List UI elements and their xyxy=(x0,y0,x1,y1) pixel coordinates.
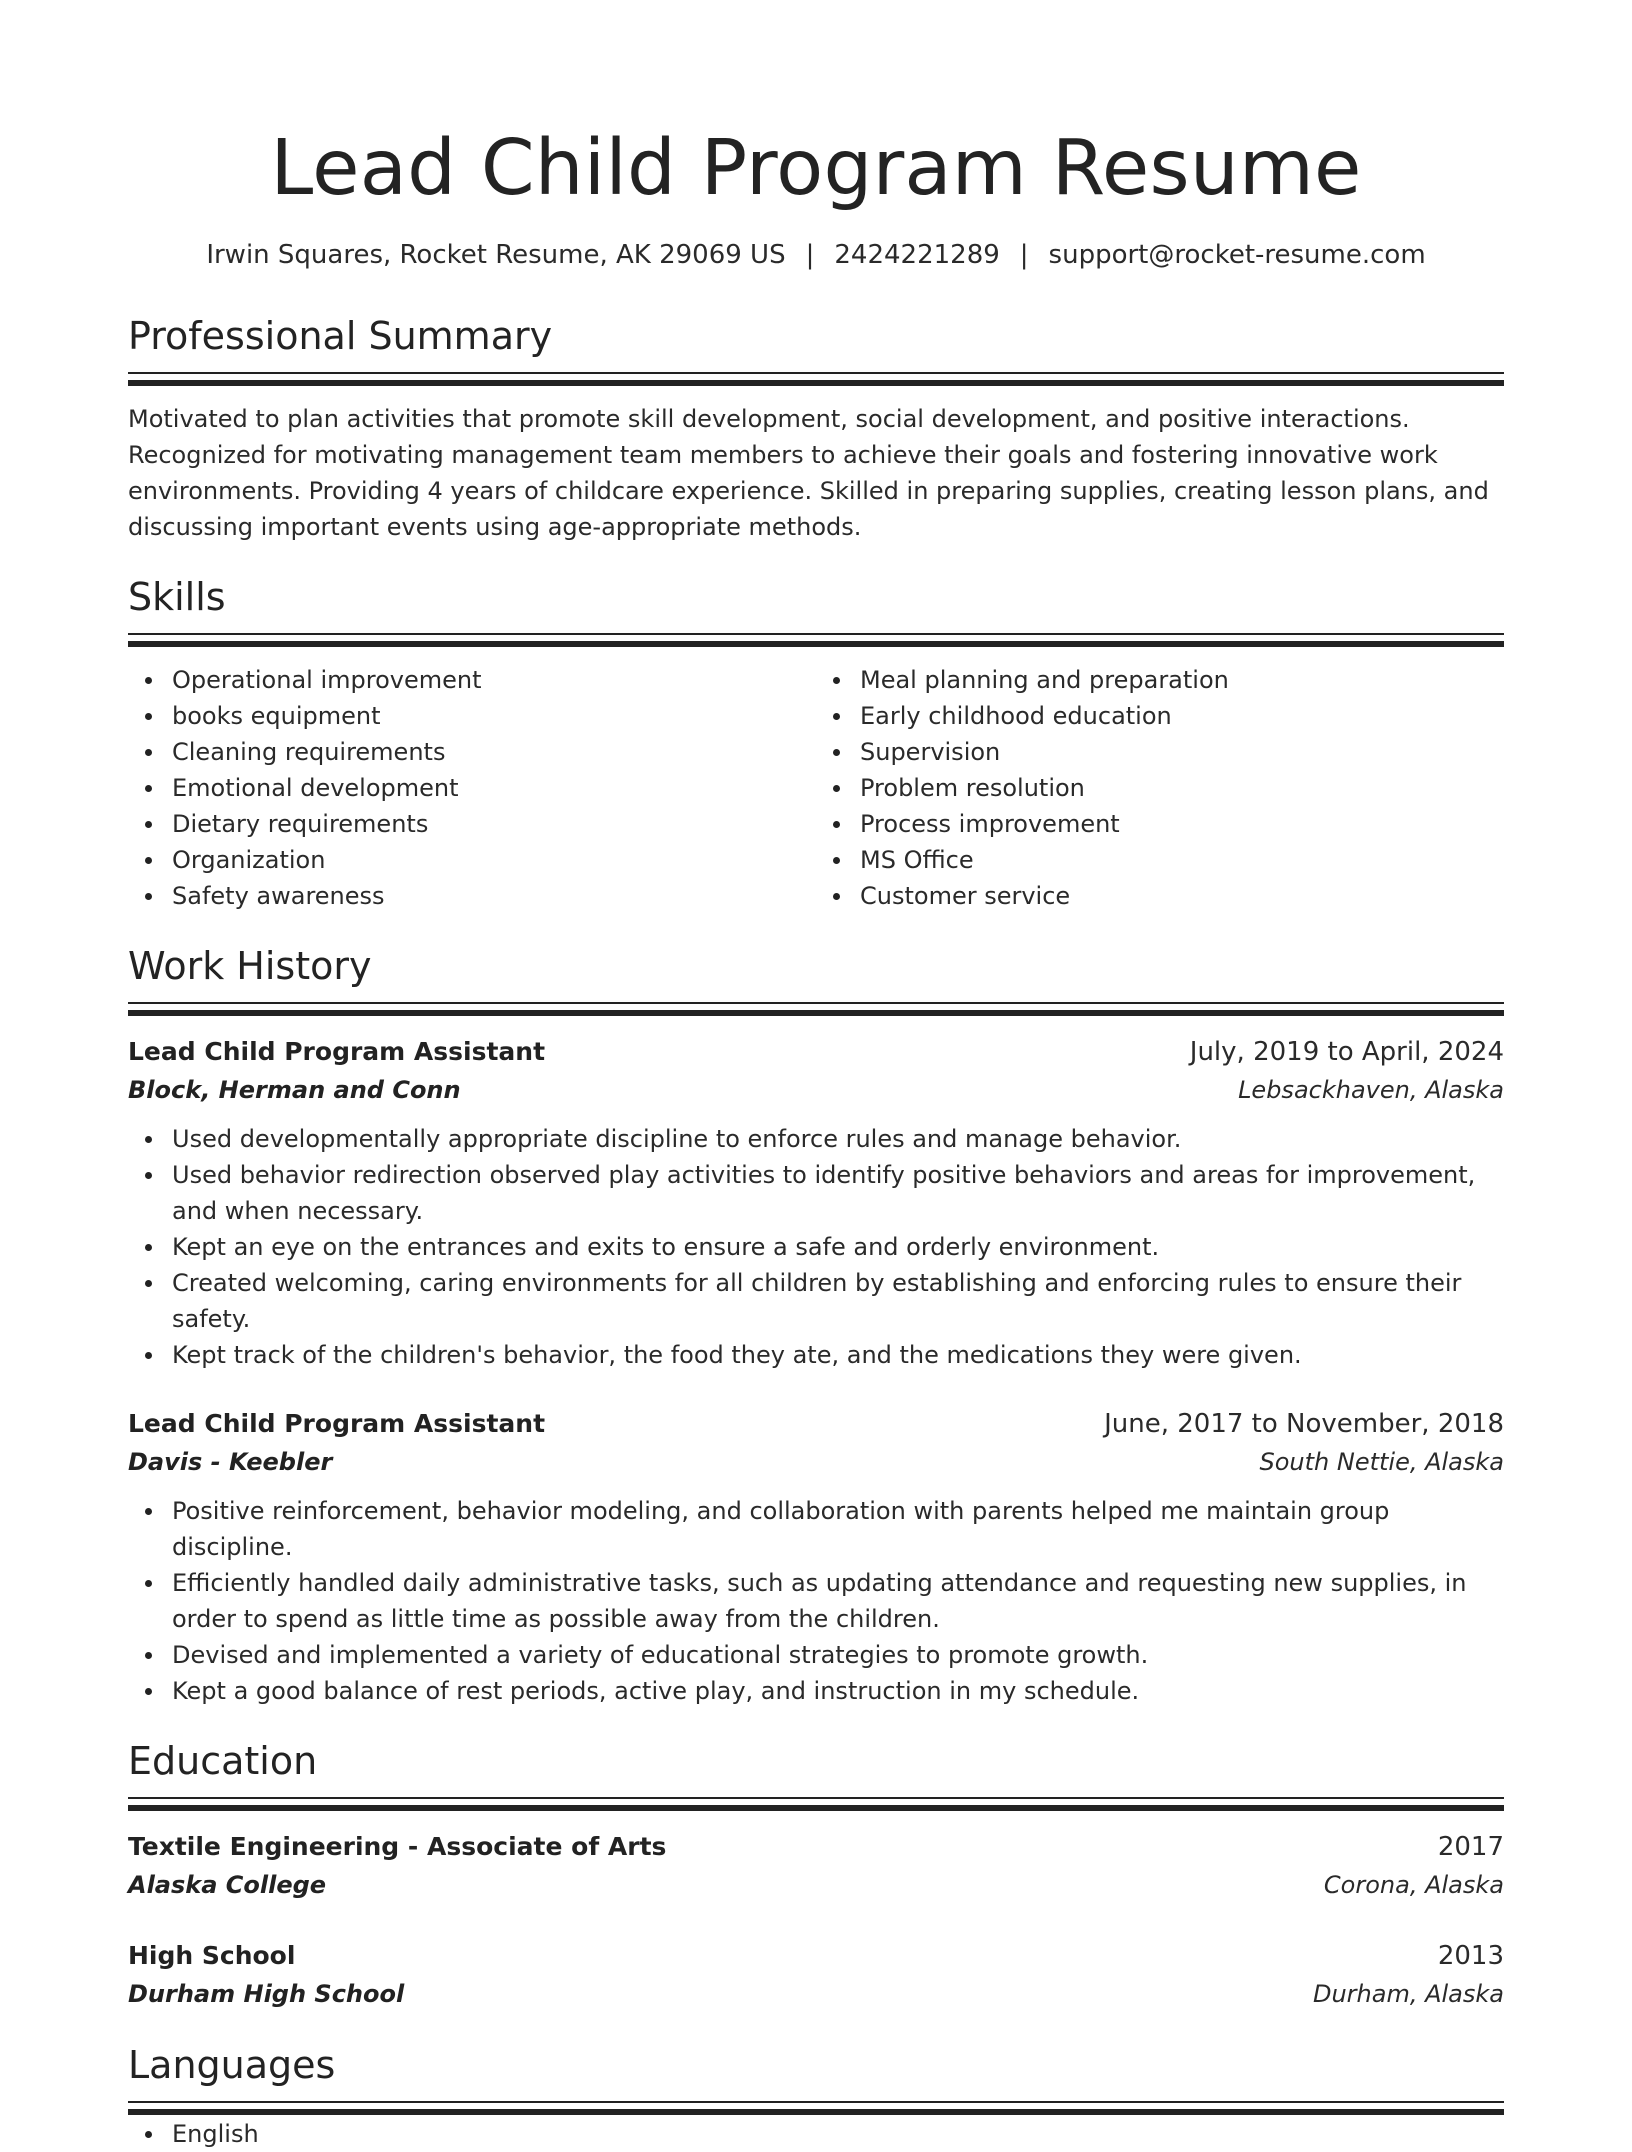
section-divider xyxy=(128,1797,1504,1812)
job-duty: Kept an eye on the entrances and exits to ensure a safe and orderly environment. xyxy=(172,1229,1504,1265)
job-entry xyxy=(128,1033,1504,1373)
job-dates: June, 2017 to November, 2018 xyxy=(1104,1409,1504,1439)
skill-item: Safety awareness xyxy=(172,878,816,914)
skill-item: books equipment xyxy=(172,698,816,734)
summary-heading: Professional Summary xyxy=(128,314,553,358)
job-duties-list xyxy=(128,1121,1504,1373)
work-history-heading: Work History xyxy=(128,944,372,988)
education-year: 2017 xyxy=(1437,1832,1504,1862)
job-duty: Devised and implemented a variety of educational strategies to promote growth. xyxy=(172,1637,1504,1673)
job-duty: Used developmentally appropriate discipline to enforce rules and manage behavior. xyxy=(172,1121,1504,1157)
skill-item: Supervision xyxy=(860,734,1504,770)
job-duty: Used behavior redirection observed play activities to identify positive behaviors and areas for improvement, and when necessary. xyxy=(172,1157,1504,1229)
job-header-row xyxy=(128,1405,1504,1443)
education-school-row xyxy=(128,1866,1504,1904)
job-duty: Positive reinforcement, behavior modeling, and collaboration with parents helped me maintain group discipline. xyxy=(172,1493,1504,1565)
job-location: Lebsackhaven, Alaska xyxy=(1238,1076,1504,1104)
contact-separator: | xyxy=(1019,240,1029,270)
job-company: Block, Herman and Conn xyxy=(128,1076,461,1104)
work-history-section xyxy=(128,942,1504,1709)
contact-email: support@rocket-resume.com xyxy=(1048,240,1426,270)
contact-address: Irwin Squares, Rocket Resume, AK 29069 US xyxy=(206,240,786,270)
skill-item: Process improvement xyxy=(860,806,1504,842)
contact-separator: | xyxy=(805,240,815,270)
language-item: English xyxy=(172,2116,1504,2152)
skill-item: Organization xyxy=(172,842,816,878)
job-header-row xyxy=(128,1033,1504,1071)
languages-section xyxy=(128,2041,1504,2152)
education-entry xyxy=(128,1828,1504,1904)
education-entry xyxy=(128,1937,1504,2013)
education-school-row xyxy=(128,1975,1504,2013)
job-dates: July, 2019 to April, 2024 xyxy=(1189,1037,1504,1067)
education-header-row xyxy=(128,1937,1504,1975)
skills-grid xyxy=(128,662,1504,914)
summary-text: Motivated to plan activities that promote skill development, social development, and positive interactions. Recognized for motivating management team members to achieve their goals and fostering innovative work environments. Providing 4 years of childcare experience. Skilled in preparing supplies, creating lesson plans, and discussing important events using age-appropriate methods. xyxy=(128,405,1489,541)
languages-heading: Languages xyxy=(128,2043,336,2087)
skill-item: Early childhood education xyxy=(860,698,1504,734)
skills-list-right xyxy=(816,662,1504,914)
skill-item: Dietary requirements xyxy=(172,806,816,842)
job-entry xyxy=(128,1405,1504,1709)
languages-list xyxy=(128,2116,1504,2152)
job-company-row xyxy=(128,1443,1504,1481)
contact-line xyxy=(128,238,1504,272)
job-duty: Efficiently handled daily administrative tasks, such as updating attendance and requesting new supplies, in order to spend as little time as possible away from the children. xyxy=(172,1565,1504,1637)
education-location: Corona, Alaska xyxy=(1323,1871,1504,1899)
education-school: Durham High School xyxy=(128,1980,405,2008)
job-duty: Kept track of the children's behavior, the food they ate, and the medications they were given. xyxy=(172,1337,1504,1373)
job-duty: Created welcoming, caring environments for all children by establishing and enforcing rules to ensure their safety. xyxy=(172,1265,1504,1337)
skill-item: Customer service xyxy=(860,878,1504,914)
skill-item: MS Office xyxy=(860,842,1504,878)
education-location: Durham, Alaska xyxy=(1312,1980,1504,2008)
job-title: Lead Child Program Assistant xyxy=(128,1037,546,1066)
skill-item: Problem resolution xyxy=(860,770,1504,806)
job-company: Davis - Keebler xyxy=(128,1448,333,1476)
section-divider xyxy=(128,633,1504,648)
skill-item: Cleaning requirements xyxy=(172,734,816,770)
resume-title: Lead Child Program Resume xyxy=(270,124,1362,213)
contact-phone: 2424221289 xyxy=(834,240,1000,270)
education-degree: High School xyxy=(128,1941,296,1970)
skills-section xyxy=(128,573,1504,914)
section-divider xyxy=(128,372,1504,387)
education-heading: Education xyxy=(128,1739,318,1783)
summary-section xyxy=(128,312,1504,545)
education-section xyxy=(128,1737,1504,2013)
education-degree: Textile Engineering - Associate of Arts xyxy=(128,1832,667,1861)
section-divider xyxy=(128,1002,1504,1017)
skill-item: Meal planning and preparation xyxy=(860,662,1504,698)
skills-heading: Skills xyxy=(128,575,226,619)
job-duty: Kept a good balance of rest periods, active play, and instruction in my schedule. xyxy=(172,1673,1504,1709)
section-divider xyxy=(128,2101,1504,2116)
education-school: Alaska College xyxy=(128,1871,327,1899)
skill-item: Emotional development xyxy=(172,770,816,806)
education-header-row xyxy=(128,1828,1504,1866)
education-year: 2013 xyxy=(1437,1941,1504,1971)
job-location: South Nettie, Alaska xyxy=(1259,1448,1504,1476)
skills-list-left xyxy=(128,662,816,914)
job-company-row xyxy=(128,1071,1504,1109)
job-duties-list xyxy=(128,1493,1504,1709)
skill-item: Operational improvement xyxy=(172,662,816,698)
job-title: Lead Child Program Assistant xyxy=(128,1409,546,1438)
